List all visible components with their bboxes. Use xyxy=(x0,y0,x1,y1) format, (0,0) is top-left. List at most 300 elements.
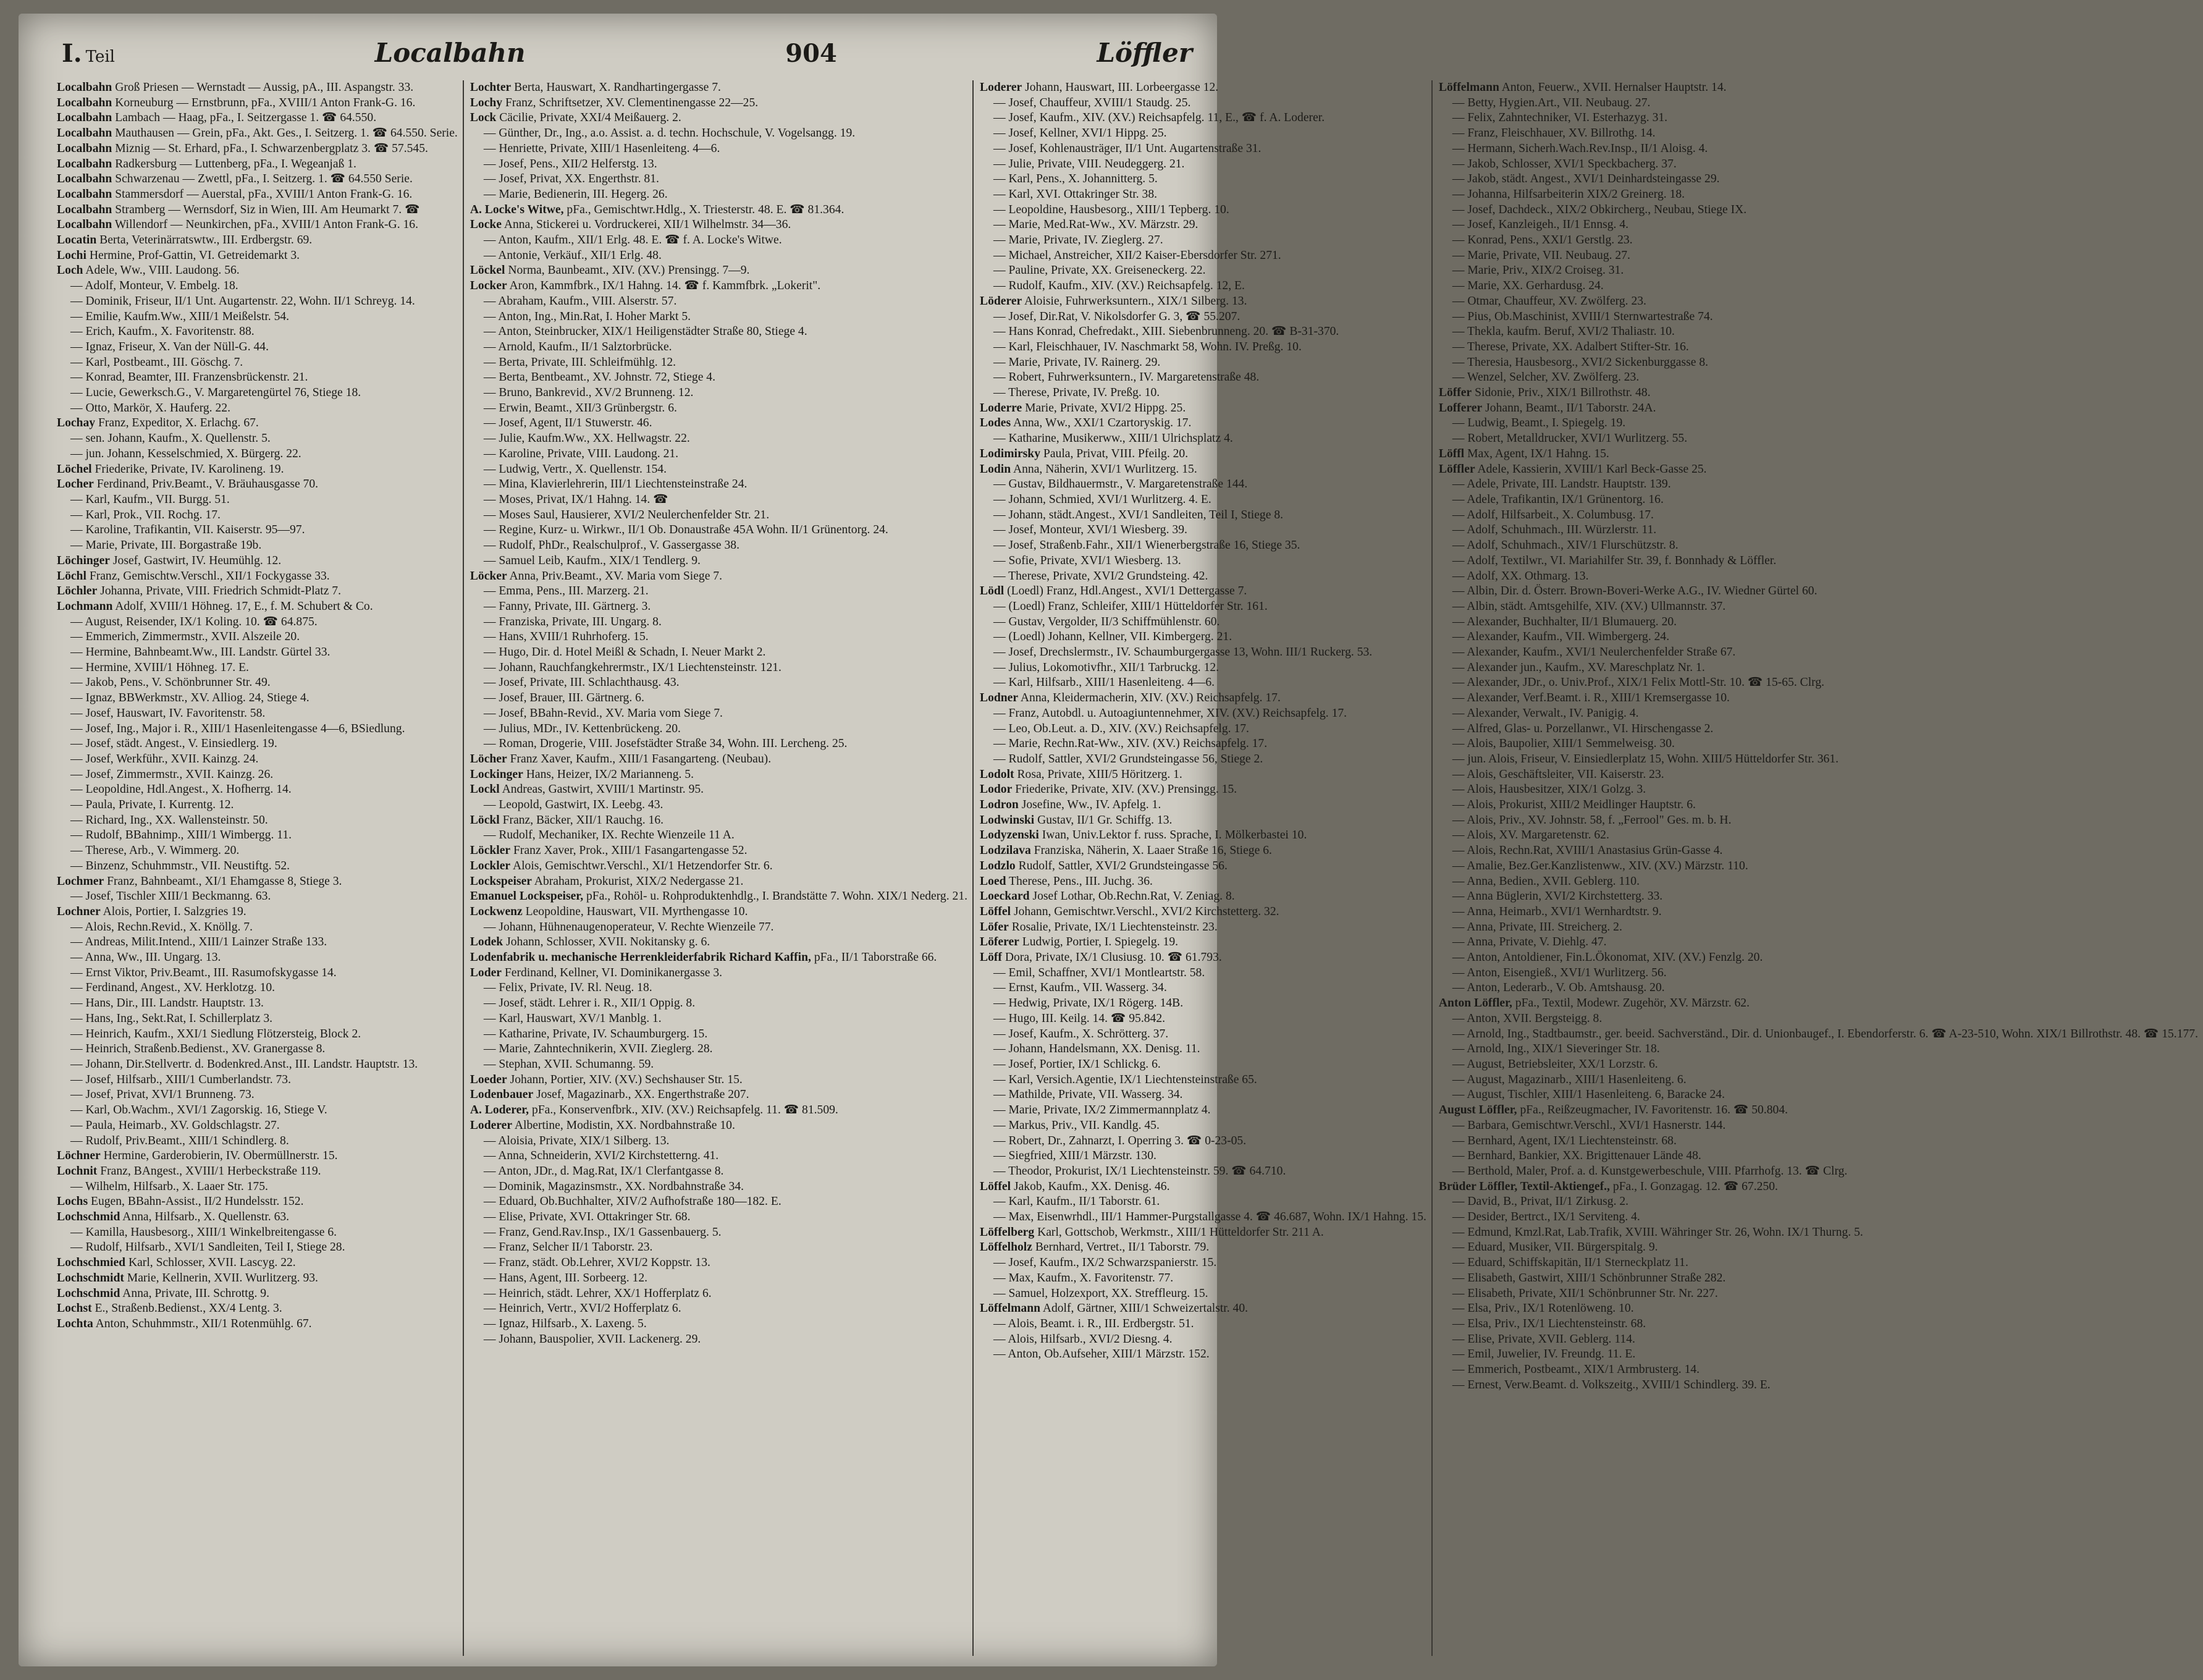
entry-text: — August, Betriebsleiter, XX/1 Lorzstr. 6. xyxy=(1452,1058,1658,1071)
entry-text: — Adolf, XX. Othmarg. 13. xyxy=(1452,569,1589,583)
entry-text: — Elisabeth, Private, XII/1 Schönbrunner Str. Nr. 227. xyxy=(1452,1286,1718,1300)
entry-text: Cäcilie, Private, XXI/4 Meißauerg. 2. xyxy=(499,111,681,125)
entry-text: — Karl, Ob.Wachm., XVI/1 Zagorskig. 16, Stiege V. xyxy=(70,1104,327,1117)
column-2 xyxy=(470,80,974,1656)
directory-entry xyxy=(980,523,1426,538)
directory-entry xyxy=(1439,950,2198,966)
entry-text: — Kamilla, Hausbesorg., XIII/1 Winkelbreitengasse 6. xyxy=(70,1225,337,1239)
directory-entry xyxy=(57,996,458,1011)
entry-text: — Alexander jun., Kaufm., XV. Mareschplatz Nr. 1. xyxy=(1452,661,1705,674)
entry-text: — Hans, XVIII/1 Ruhrhoferg. 15. xyxy=(483,630,649,644)
directory-entry xyxy=(980,324,1426,340)
directory-entry xyxy=(470,1027,967,1042)
directory-entry xyxy=(980,874,1426,890)
directory-entry xyxy=(57,1240,458,1256)
entry-text: Paula, Privat, VIII. Pfeilg. 20. xyxy=(1043,447,1189,460)
entry-name: Lodzilava xyxy=(980,844,1031,858)
entry-text: — Alois, Prokurist, XIII/2 Meidlinger Hauptstr. 6. xyxy=(1452,798,1696,812)
entry-text: — Therese, Private, XVI/2 Grundsteing. 42. xyxy=(993,569,1208,583)
entry-text: — Hugo, III. Keilg. 14. ☎ 95.842. xyxy=(993,1011,1166,1025)
entry-name: Löferer xyxy=(980,935,1019,949)
entry-text: — Karl, Postbeamt., III. Göschg. 7. xyxy=(70,355,243,369)
directory-entry xyxy=(980,416,1426,431)
entry-name: Lockl xyxy=(470,783,500,796)
entry-text: Ferdinand, Priv.Beamt., V. Bräuhausgasse 70. xyxy=(96,478,319,491)
entry-text: — Josef, Privat, XX. Engerthstr. 81. xyxy=(483,172,659,186)
directory-entry xyxy=(57,187,458,203)
entry-name: Löcker xyxy=(470,569,507,583)
entry-text: — Julius, Lokomotivfhr., XII/1 Tarbruckg. 12. xyxy=(993,661,1219,674)
directory-entry xyxy=(980,950,1426,966)
entry-name: Lochner xyxy=(57,905,101,918)
directory-entry xyxy=(57,157,458,172)
directory-entry xyxy=(980,722,1426,737)
entry-name: Localbahn xyxy=(57,187,112,201)
directory-entry xyxy=(57,1118,458,1134)
entry-text: (Loedl) Franz, Hdl.Angest., XVI/1 Dettergasse 7. xyxy=(1007,585,1247,598)
entry-text: — Lucie, Gewerksch.G., V. Margaretengürtel 76, Stiege 18. xyxy=(70,386,361,400)
entry-text: — Josef, Brauer, III. Gärtnerg. 6. xyxy=(483,691,644,705)
entry-text: Anna, Kleidermacherin, XIV. (XV.) Reichsapfelg. 17. xyxy=(1020,691,1281,705)
directory-entry xyxy=(1439,782,2198,798)
entry-text: — Marie, Private, VII. Neubaug. 27. xyxy=(1452,248,1630,262)
directory-entry xyxy=(57,599,458,615)
entry-text: Adolf, XVIII/1 Höhneg. 17, E., f. M. Schubert & Co. xyxy=(115,599,373,613)
entry-text: Franz, Bäcker, XII/1 Rauchg. 16. xyxy=(502,813,664,827)
directory-entry xyxy=(980,1057,1426,1073)
entry-name: Löffel xyxy=(980,905,1011,918)
directory-entry xyxy=(57,172,458,187)
directory-entry xyxy=(57,828,458,843)
entry-text: — Elisabeth, Gastwirt, XIII/1 Schönbrunner Straße 282. xyxy=(1452,1271,1726,1285)
entry-text: — Ludwig, Beamt., I. Spiegelg. 19. xyxy=(1452,416,1626,430)
directory-entry xyxy=(980,767,1426,783)
entry-text: Norma, Baunbeamt., XIV. (XV.) Prensingg. 7—9. xyxy=(508,264,750,277)
entry-text: — Ignaz, Friseur, X. Van der Nüll-G. 44. xyxy=(70,340,269,353)
directory-entry xyxy=(1439,233,2198,248)
entry-text: — Wilhelm, Hilfsarb., X. Laaer Str. 175. xyxy=(70,1180,268,1193)
entry-text: — Hugo, Dir. d. Hotel Meißl & Schadn, I. Neuer Markt 2. xyxy=(483,646,766,659)
entry-text: E., Straßenb.Bedienst., XX/4 Lentg. 3. xyxy=(95,1302,282,1315)
entry-text: — Elise, Private, XVII. Geblerg. 114. xyxy=(1452,1332,1635,1346)
directory-entry xyxy=(470,1210,967,1225)
directory-entry xyxy=(470,416,967,431)
directory-entry xyxy=(470,675,967,691)
entry-text: — Anton, Antoldiener, Fin.L.Ökonomat, XIV. (XV.) Fenzlg. 20. xyxy=(1452,951,1763,965)
directory-entry xyxy=(1439,615,2198,630)
directory-entry xyxy=(1439,722,2198,737)
directory-entry xyxy=(57,1164,458,1180)
entry-text: — Heinrich, Vertr., XVI/2 Hofferplatz 6. xyxy=(483,1302,681,1315)
directory-entry xyxy=(1439,401,2198,416)
entry-text: Franziska, Näherin, X. Laaer Straße 16, Stiege 6. xyxy=(1034,844,1272,858)
entry-text: Anton, Schuhmmstr., XII/1 Rotenmühlg. 67. xyxy=(95,1317,312,1330)
entry-text: — Max, Eisenwrhdl., III/1 Hammer-Purgstallgasse 4. ☎ 46.687, Wohn. IX/1 Hahng. 15. xyxy=(993,1210,1426,1224)
directory-entry xyxy=(57,310,458,325)
entry-text: Anna, Priv.Beamt., XV. Maria vom Siege 7. xyxy=(509,569,722,583)
entry-text: — Karl, Kaufm., VII. Burgg. 51. xyxy=(70,492,230,506)
directory-entry xyxy=(57,477,458,492)
entry-text: — Marie, Zahntechnikerin, XVII. Zieglerg. 28. xyxy=(483,1042,713,1056)
entry-text: — Marie, Private, IV. Zieglerg. 27. xyxy=(993,234,1163,247)
entry-text: — Karl, Kaufm., II/1 Taborstr. 61. xyxy=(993,1195,1160,1209)
directory-entry xyxy=(470,310,967,325)
directory-entry xyxy=(470,1057,967,1073)
entry-text: — Eduard, Ob.Buchhalter, XIV/2 Aufhofstraße 180—182. E. xyxy=(483,1195,781,1209)
entry-text: Franz Xaver, Prok., XIII/1 Fasangartengasse 52. xyxy=(513,844,748,858)
directory-entry xyxy=(980,966,1426,981)
directory-entry xyxy=(57,752,458,767)
directory-entry xyxy=(980,217,1426,233)
entry-text: — Ernst Viktor, Priv.Beamt., III. Rasumofskygasse 14. xyxy=(70,966,337,979)
entry-name: Lofferer xyxy=(1438,401,1483,415)
entry-text: — Josef, Agent, II/1 Stuwerstr. 46. xyxy=(483,416,652,430)
entry-text: Aron, Kammfbrk., IX/1 Hahng. 14. ☎ f. Kammfbrk. „Lokerit". xyxy=(509,279,821,293)
directory-entry xyxy=(57,294,458,310)
entry-text: — Roman, Drogerie, VIII. Josefstädter Straße 34, Wohn. III. Lercheng. 25. xyxy=(483,737,848,751)
directory-entry xyxy=(57,1011,458,1027)
directory-entry xyxy=(57,1271,458,1286)
directory-page xyxy=(19,14,2198,1666)
entry-text: pFa., Reißzeugmacher, IV. Favoritenstr. 16. ☎ 50.804. xyxy=(1520,1104,1788,1117)
entry-text: — Marie, Private, III. Borgastraße 19b. xyxy=(70,539,262,552)
directory-entry xyxy=(470,492,967,508)
directory-entry xyxy=(57,675,458,691)
entry-name: Löchner xyxy=(57,1149,101,1163)
entry-text: Anna, Stickerei u. Vordruckerei, XII/1 Wilhelmstr. 34—36. xyxy=(503,218,791,232)
entry-text: — Josef, Ing., Major i. R., XIII/1 Hasenleitengasse 4—6, BSiedlung. xyxy=(70,722,405,735)
entry-text: Sidonie, Priv., XIX/1 Billrothstr. 48. xyxy=(1475,386,1651,400)
directory-entry xyxy=(470,172,967,187)
entry-text: — Günther, Dr., Ing., a.o. Assist. a. d. techn. Hochschule, V. Vogelsangg. 19. xyxy=(483,127,856,140)
entry-text: — Ignaz, Hilfsarb., X. Laxeng. 5. xyxy=(483,1317,647,1330)
entry-text: Ferdinand, Kellner, VI. Dominikanergasse 3. xyxy=(504,966,723,979)
directory-entry xyxy=(980,310,1426,325)
entry-text: — Johanna, Hilfsarbeiterin XIX/2 Greinerg. 18. xyxy=(1452,187,1685,201)
directory-entry xyxy=(980,1149,1426,1164)
entry-text: — Alois, Rechn.Rat, XVIII/1 Anastasius Grün-Gasse 4. xyxy=(1452,844,1723,858)
entry-text: — Julie, Private, VIII. Neudeggerg. 21. xyxy=(993,157,1185,171)
directory-entry xyxy=(980,737,1426,752)
directory-entry xyxy=(470,889,967,905)
entry-text: — Josef, Tischler XIII/1 Beckmanng. 63. xyxy=(70,890,271,903)
entry-text: — Therese, Private, XX. Adalbert Stifter-Str. 16. xyxy=(1452,340,1689,353)
entry-name: Localbahn xyxy=(57,81,112,94)
directory-entry xyxy=(980,233,1426,248)
entry-name: Löffel xyxy=(980,1180,1011,1193)
entry-text: Rudolf, Sattler, XVI/2 Grundsteingasse 56. xyxy=(1018,859,1228,872)
entry-text: — Julius, MDr., IV. Kettenbrückeng. 20. xyxy=(483,722,681,735)
directory-entry xyxy=(57,554,458,569)
entry-text: — Franz, Autobdl. u. Autoagiuntennehmer, XIV. (XV.) Reichsapfelg. 17. xyxy=(993,706,1347,720)
entry-text: — Jakob, Schlosser, XVI/1 Speckbacherg. 37. xyxy=(1452,157,1677,171)
entry-text: Franz, Expeditor, X. Erlachg. 67. xyxy=(98,416,259,430)
entry-text: Alois, Portier, I. Salzgries 19. xyxy=(103,905,246,918)
entry-text: — Ernest, Verw.Beamt. d. Volkszeitg., XVIII/1 Schindlerg. 39. E. xyxy=(1452,1378,1771,1391)
directory-entry xyxy=(980,859,1426,874)
directory-entry xyxy=(57,950,458,966)
entry-name: Lodin xyxy=(980,462,1011,476)
directory-entry xyxy=(980,1317,1426,1332)
directory-entry xyxy=(470,355,967,371)
directory-entry xyxy=(57,508,458,523)
entry-text: — Hermine, Bahnbeamt.Ww., III. Landstr. Gürtel 33. xyxy=(70,646,331,659)
directory-entry xyxy=(470,187,967,203)
entry-text: — Anna, Schneiderin, XVI/2 Kirchstetterng. 41. xyxy=(483,1149,719,1163)
directory-entry xyxy=(57,966,458,981)
directory-entry xyxy=(57,370,458,386)
entry-text: — Rudolf, Priv.Beamt., XIII/1 Schindlerg. 8. xyxy=(70,1134,289,1147)
entry-name: Lochnit xyxy=(57,1164,98,1178)
entry-name: Lödl xyxy=(980,585,1005,598)
entry-text: — Josef, städt. Angest., V. Einsiedlerg. 19. xyxy=(70,737,277,751)
entry-text: Karl, Schlosser, XVII. Lascyg. 22. xyxy=(128,1256,296,1270)
entry-text: — Max, Kaufm., X. Favoritenstr. 77. xyxy=(993,1271,1174,1285)
directory-entry xyxy=(470,203,967,218)
directory-entry xyxy=(1439,1256,2198,1271)
entry-text: — Erich, Kaufm., X. Favoritenstr. 88. xyxy=(70,325,255,339)
entry-text: Adolf, Gärtner, XIII/1 Schweizertalstr. 40. xyxy=(1042,1302,1249,1315)
directory-entry xyxy=(1439,1103,2198,1118)
directory-entry xyxy=(470,1240,967,1256)
entry-text: — Alfred, Glas- u. Porzellanwr., VI. Hirschengasse 2. xyxy=(1452,722,1714,735)
directory-entry xyxy=(1439,874,2198,890)
directory-entry xyxy=(57,1027,458,1042)
directory-entry xyxy=(57,630,458,645)
entry-text: Hans, Heizer, IX/2 Marianneng. 5. xyxy=(526,767,694,781)
entry-text: — Alexander, JDr., o. Univ.Prof., XIX/1 Felix Mottl-Str. 10. ☎ 15-65. Clrg. xyxy=(1452,676,1825,690)
directory-entry xyxy=(470,752,967,767)
directory-entry xyxy=(470,905,967,920)
entry-text: — Rudolf, Sattler, XVI/2 Grundsteingasse 56, Stiege 2. xyxy=(993,752,1263,766)
entry-text: — August, Magazinarb., XIII/1 Hasenleiteng. 6. xyxy=(1452,1073,1687,1086)
directory-entry xyxy=(1439,370,2198,386)
entry-name: Lochschmid xyxy=(57,1286,120,1300)
directory-entry xyxy=(470,477,967,492)
entry-text: — Richard, Ing., XX. Wallensteinstr. 50. xyxy=(70,813,268,827)
entry-name: Lochmer xyxy=(57,874,104,888)
entry-text: — Anna, Private, V. Diehlg. 47. xyxy=(1452,935,1607,949)
directory-entry xyxy=(980,401,1426,416)
entry-text: — Alois, Hilfsarb., XVI/2 Diesng. 4. xyxy=(993,1332,1173,1346)
entry-text: Marie, Kellnerin, XVII. Wurlitzerg. 93. xyxy=(127,1271,318,1285)
directory-entry xyxy=(1439,1194,2198,1210)
entry-text: — Franz, Gend.Rav.Insp., IX/1 Gassenbauerg. 5. xyxy=(483,1225,722,1239)
directory-entry xyxy=(470,1194,967,1210)
directory-entry xyxy=(470,966,967,981)
entry-text: — Aloisia, Private, XIX/1 Silberg. 13. xyxy=(483,1134,670,1147)
page-header xyxy=(62,31,1192,68)
entry-name: Lodwinski xyxy=(980,813,1035,827)
directory-entry xyxy=(980,141,1426,157)
entry-text: — Dominik, Friseur, II/1 Unt. Augartenstr. 22, Wohn. II/1 Schreyg. 14. xyxy=(70,294,415,308)
directory-entry xyxy=(57,203,458,218)
directory-entry xyxy=(1439,1378,2198,1393)
directory-entry xyxy=(980,1073,1426,1088)
entry-text: — Adele, Trafikantin, IX/1 Grünentorg. 16. xyxy=(1452,492,1664,506)
entry-text: — Rudolf, Hilfsarb., XVI/1 Sandleiten, Teil I, Stiege 28. xyxy=(70,1241,345,1254)
directory-entry xyxy=(1439,523,2198,538)
entry-text: — Alois, XV. Margaretenstr. 62. xyxy=(1452,829,1609,842)
entry-text: Albertine, Modistin, XX. Nordbahnstraße 10. xyxy=(514,1118,735,1132)
directory-entry xyxy=(1439,355,2198,371)
entry-text: — Thekla, kaufm. Beruf, XVI/2 Thaliastr. 10. xyxy=(1452,325,1675,339)
entry-text: — Ignaz, BBWerkmstr., XV. Alliog. 24, Stiege 4. xyxy=(70,691,310,705)
entry-text: — Hans, Dir., III. Landstr. Hauptstr. 13. xyxy=(70,997,264,1010)
directory-entry xyxy=(470,96,967,111)
directory-entry xyxy=(57,920,458,935)
directory-entry xyxy=(470,782,967,798)
directory-entry xyxy=(57,248,458,264)
entry-name: Loeckard xyxy=(980,890,1030,903)
entry-text: — Johann, Schmied, XVI/1 Wurlitzerg. 4. E. xyxy=(993,492,1211,506)
directory-entry xyxy=(980,920,1426,935)
directory-entry xyxy=(470,767,967,783)
directory-entry xyxy=(980,554,1426,569)
entry-text: — Heinrich, städt. Lehrer, XX/1 Hofferplatz 6. xyxy=(483,1286,712,1300)
directory-entry xyxy=(470,1301,967,1317)
directory-entry xyxy=(980,386,1426,401)
entry-text: Berta, Hauswart, X. Randhartingergasse 7. xyxy=(514,81,721,94)
entry-name: Localbahn xyxy=(57,203,112,216)
entry-text: Adele, Kassierin, XVIII/1 Karl Beck-Gasse 25. xyxy=(1477,462,1707,476)
entry-text: — Emil, Juwelier, IV. Freundg. 11. E. xyxy=(1452,1348,1636,1361)
directory-entry xyxy=(470,386,967,401)
entry-text: Bernhard, Vertret., II/1 Taborstr. 79. xyxy=(1035,1241,1210,1254)
directory-entry xyxy=(1439,966,2198,981)
entry-text: Andreas, Gastwirt, XVIII/1 Martinstr. 95. xyxy=(502,783,704,796)
entry-text: — Henriette, Private, XIII/1 Hasenleiteng. 4—6. xyxy=(483,141,720,155)
entry-text: Anna, Näherin, XVI/1 Wurlitzerg. 15. xyxy=(1013,462,1197,476)
directory-entry xyxy=(470,538,967,554)
entry-name: Lodenfabrik u. mechanische Herrenkleiderfabrik Richard Kaffin, xyxy=(470,951,811,965)
directory-entry xyxy=(470,263,967,279)
entry-text: — Franz, Fleischhauer, XV. Billrothg. 14. xyxy=(1452,127,1656,140)
entry-text: — Marie, Priv., XIX/2 Croiseg. 31. xyxy=(1452,264,1624,277)
directory-entry xyxy=(57,1149,458,1164)
directory-entry xyxy=(470,1087,967,1103)
entry-text: — Michael, Anstreicher, XII/2 Kaiser-Ebersdorfer Str. 271. xyxy=(993,248,1281,262)
entry-text: — Franziska, Private, III. Ungarg. 8. xyxy=(483,615,662,628)
entry-name: Brüder Löffler, Textil-Aktiengef., xyxy=(1438,1180,1610,1193)
entry-name: Lockinger xyxy=(470,767,523,781)
entry-text: — jun. Alois, Friseur, V. Einsiedlerplatz 15, Wohn. XIII/5 Hütteldorfer Str. 361. xyxy=(1452,752,1839,766)
entry-text: — Emil, Schaffner, XVI/1 Montleartstr. 58. xyxy=(993,966,1205,979)
directory-entry xyxy=(980,661,1426,676)
directory-entry xyxy=(1439,1347,2198,1362)
directory-entry xyxy=(980,355,1426,371)
entry-text: Anton, Feuerw., XVII. Hernalser Hauptstr. 14. xyxy=(1501,81,1727,94)
directory-entry xyxy=(1439,1317,2198,1332)
entry-text: Ludwig, Portier, I. Spiegelg. 19. xyxy=(1022,935,1179,949)
entry-text: — August, Tischler, XIII/1 Hasenleiteng. 6, Baracke 24. xyxy=(1452,1088,1725,1102)
entry-name: A. Loderer, xyxy=(470,1104,529,1117)
directory-entry xyxy=(1439,462,2198,478)
directory-entry xyxy=(57,615,458,630)
directory-entry xyxy=(57,431,458,447)
directory-entry xyxy=(1439,1149,2198,1164)
entry-text: — David, B., Privat, II/1 Zirkusg. 2. xyxy=(1452,1195,1629,1209)
entry-text: Rosalie, Private, IX/1 Liechtensteinstr. 23. xyxy=(1011,920,1218,934)
entry-text: — Amalie, Bez.Ger.Kanzlistenww., XIV. (XV.) Märzstr. 110. xyxy=(1452,859,1748,872)
part-label xyxy=(62,39,115,68)
entry-text: — Marie, Private, IV. Rainerg. 29. xyxy=(993,355,1161,369)
entry-text: Franz Xaver, Kaufm., XIII/1 Fasangarteng. (Neubau). xyxy=(510,752,772,766)
entry-text: — Mina, Klavierlehrerin, III/1 Liechtensteinstraße 24. xyxy=(483,478,748,491)
entry-text: Anna, Ww., XXI/1 Czartoryskig. 17. xyxy=(1013,416,1192,430)
entry-text: — Alexander, Verwalt., IV. Panigig. 4. xyxy=(1452,706,1639,720)
entry-text: — Josef, Dachdeck., XIX/2 Obkircherg., Neubau, Stiege IX. xyxy=(1452,203,1747,216)
column-4 xyxy=(1439,80,2203,1656)
entry-text: — Hermine, XVIII/1 Höhneg. 17. E. xyxy=(70,661,249,674)
entry-text: — Josef, Dir.Rat, V. Nikolsdorfer G. 3, ☎ 55.207. xyxy=(993,310,1241,323)
directory-entry xyxy=(1439,1332,2198,1348)
directory-entry xyxy=(57,1087,458,1103)
entry-text: Korneuburg — Ernstbrunn, pFa., XVIII/1 Anton Frank-G. 16. xyxy=(115,96,416,109)
directory-entry xyxy=(980,492,1426,508)
directory-entry xyxy=(1439,737,2198,752)
directory-entry xyxy=(57,1301,458,1317)
entry-text: — Hedwig, Private, IX/1 Rögerg. 14B. xyxy=(993,997,1184,1010)
directory-entry xyxy=(980,1118,1426,1134)
entry-text: — Albin, städt. Amtsgehilfe, XIV. (XV.) Ullmannstr. 37. xyxy=(1452,599,1726,613)
directory-entry xyxy=(980,477,1426,492)
entry-text: — Robert, Metalldrucker, XVI/1 Wurlitzerg. 55. xyxy=(1452,432,1688,445)
directory-entry xyxy=(980,370,1426,386)
directory-entry xyxy=(470,996,967,1011)
entry-text: — Gustav, Bildhauermstr., V. Margaretenstraße 144. xyxy=(993,478,1248,491)
entry-text: pFa., II/1 Taborstraße 66. xyxy=(814,951,937,965)
directory-entry xyxy=(57,843,458,859)
entry-text: — Rudolf, PhDr., Realschulprof., V. Gassergasse 38. xyxy=(483,539,739,552)
entry-text: Rosa, Private, XIII/5 Höritzerg. 1. xyxy=(1017,767,1182,781)
directory-entry xyxy=(57,859,458,874)
entry-text: — (Loedl) Johann, Kellner, VII. Kimbergerg. 21. xyxy=(993,630,1232,644)
entry-text: Josef, Magazinarb., XX. Engerthstraße 207. xyxy=(536,1088,749,1102)
entry-name: Loderer xyxy=(980,81,1022,94)
entry-text: — Josef, Drechslermstr., IV. Schaumburgergasse 13, Wohn. III/1 Ruckerg. 53. xyxy=(993,646,1373,659)
entry-text: — Jakob, Pens., V. Schönbrunner Str. 49. xyxy=(70,676,271,690)
entry-text: Anna, Hilfsarb., X. Quellenstr. 63. xyxy=(122,1210,290,1224)
directory-entry xyxy=(470,401,967,416)
directory-entry xyxy=(980,1271,1426,1286)
directory-entry xyxy=(470,828,967,843)
entry-text: — Emma, Pens., III. Marzerg. 21. xyxy=(483,585,649,598)
entry-text: — Josef, städt. Lehrer i. R., XII/1 Oppig. 8. xyxy=(483,997,696,1010)
directory-entry xyxy=(1439,554,2198,569)
directory-entry xyxy=(1439,80,2198,96)
entry-name: Lodimirsky xyxy=(980,447,1041,460)
entry-text: — Josef, Kohlenausträger, II/1 Unt. Augartenstraße 31. xyxy=(993,141,1262,155)
entry-text: Groß Priesen — Wernstadt — Aussig, pA., III. Aspangstr. 33. xyxy=(115,81,414,94)
entry-text: — Berta, Private, III. Schleifmühlg. 12. xyxy=(483,355,676,369)
entry-text: — Josef, Zimmermstr., XVII. Kainzg. 26. xyxy=(70,767,274,781)
directory-entry xyxy=(57,981,458,996)
entry-text: Franz, BAngest., XVIII/1 Herbeckstraße 119. xyxy=(100,1164,321,1178)
entry-name: Lodyzenski xyxy=(980,829,1039,842)
directory-entry xyxy=(470,737,967,752)
directory-entry xyxy=(470,859,967,874)
directory-entry xyxy=(980,798,1426,813)
directory-entry xyxy=(470,141,967,157)
entry-text: — Arnold, Ing., Stadtbaumstr., ger. beeid. Sachverständ., Dir. d. Unionbaugef., I. Ebendorferstr. 6. ☎ A-23-510, Wohn. XIX/1 Billrothstr. 48. ☎ 15.177. xyxy=(1452,1027,2198,1041)
directory-entry xyxy=(1439,538,2198,554)
entry-text: — Josef, Kaufm., IX/2 Schwarzspanierstr. 15. xyxy=(993,1256,1217,1270)
directory-entry xyxy=(1439,1073,2198,1088)
entry-text: Mauthausen — Grein, pFa., Akt. Ges., I. Seitzerg. 1. ☎ 64.550. Serie. xyxy=(115,127,458,140)
entry-text: — Erwin, Beamt., XII/3 Grünbergstr. 6. xyxy=(483,401,677,415)
directory-entry xyxy=(470,584,967,599)
